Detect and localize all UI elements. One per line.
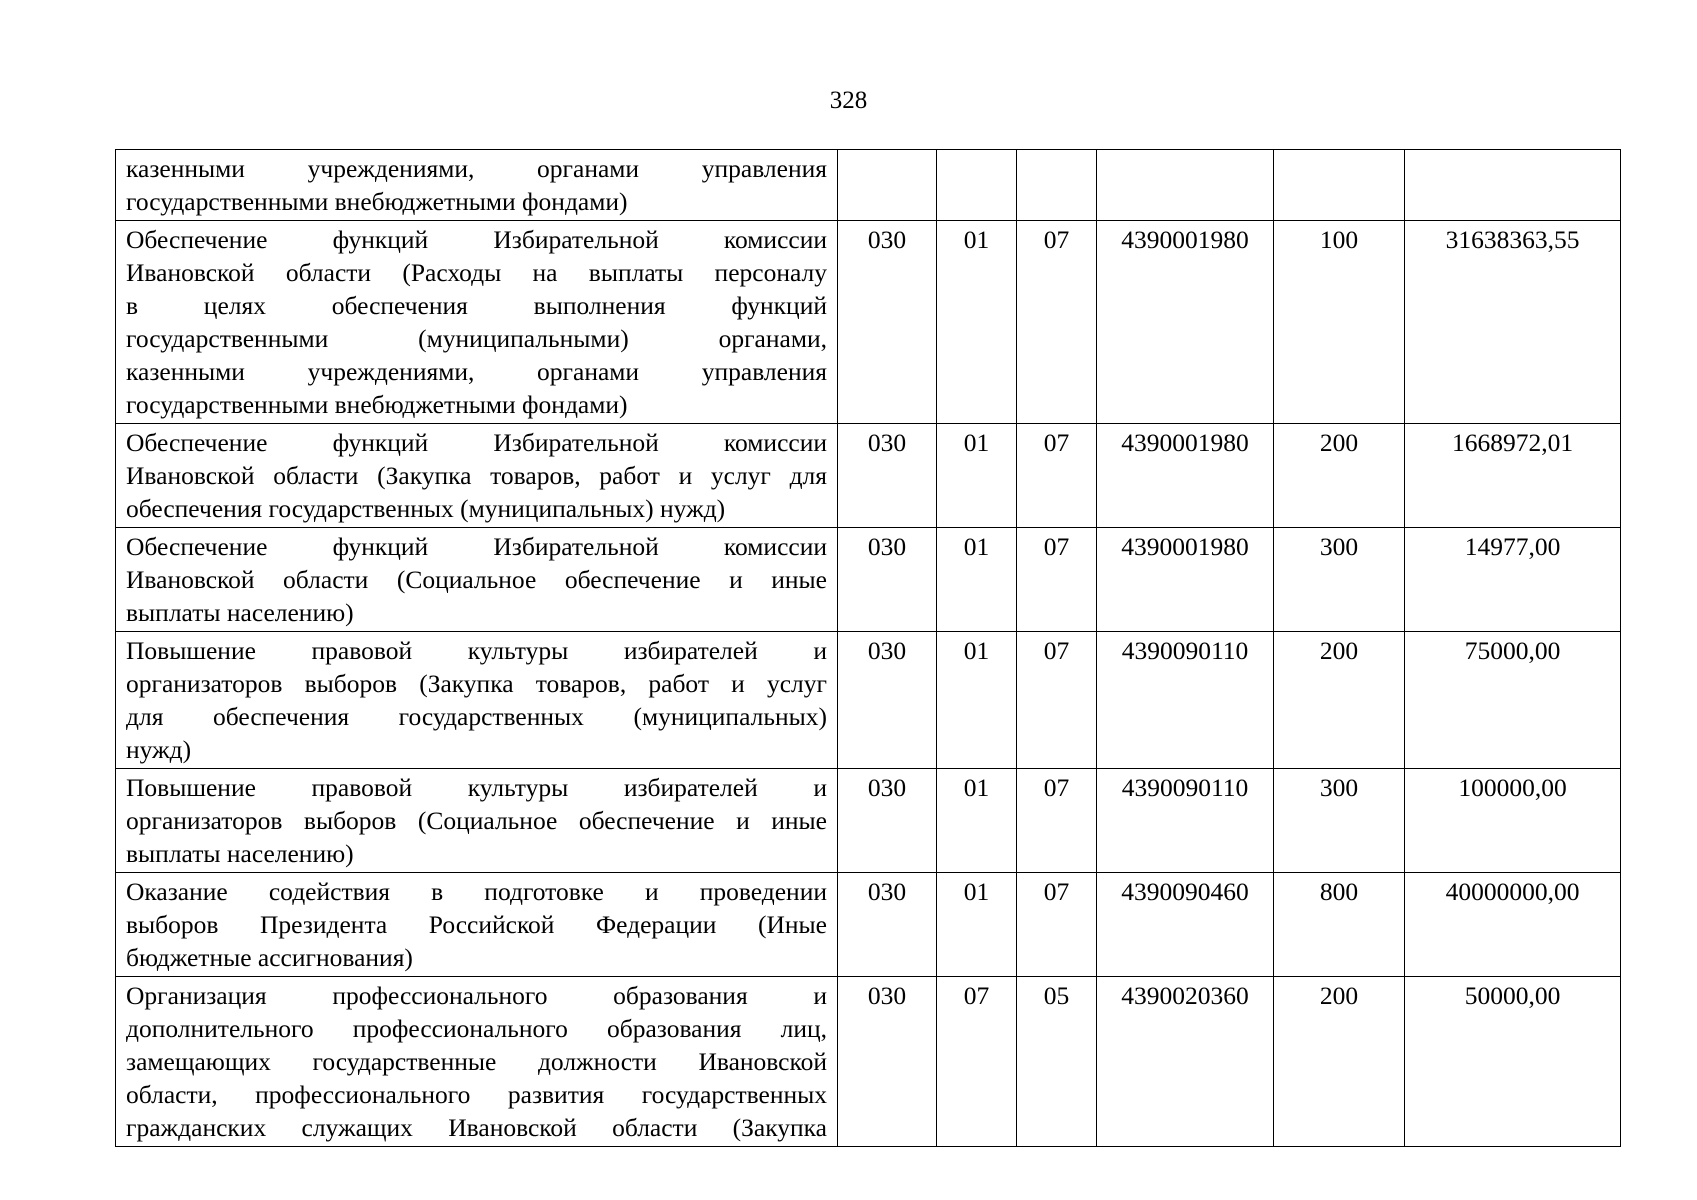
subsection-cell: 07 [1017,221,1097,424]
description-cell [116,632,838,769]
expense-type-cell [1274,150,1405,221]
section-cell: 07 [937,977,1017,1147]
section-cell: 01 [937,769,1017,873]
table-row [116,632,1621,769]
amount-cell: 100000,00 [1405,769,1621,873]
description-line: Обеспечение функций Избирательной комиссии [126,532,827,561]
amount-cell: 31638363,55 [1405,221,1621,424]
description-line: Организация профессионального образования и [126,981,827,1010]
subsection-cell: 07 [1017,424,1097,528]
amount-cell: 50000,00 [1405,977,1621,1147]
subsection-cell: 07 [1017,632,1097,769]
description-line: дополнительного профессионального образования лиц, [126,1014,827,1043]
page-number: 328 [829,87,868,114]
description-line: в целях обеспечения выполнения функций [126,291,827,320]
description-line: Ивановской области (Социальное обеспечение и иные [126,565,827,594]
target-article-cell [1097,150,1274,221]
table-row [116,977,1621,1147]
target-article-cell: 4390090110 [1097,632,1274,769]
target-article-cell: 4390090110 [1097,769,1274,873]
description-line: обеспечения государственных (муниципальных) нужд) [126,494,726,523]
description-line: казенными учреждениями, органами управления [126,154,827,183]
admin-code-cell: 030 [838,632,937,769]
section-cell [937,150,1017,221]
table-row [116,528,1621,632]
amount-cell: 75000,00 [1405,632,1621,769]
expense-type-cell: 200 [1274,424,1405,528]
table-row [116,769,1621,873]
section-cell: 01 [937,424,1017,528]
expense-type-cell: 800 [1274,873,1405,977]
description-line: выплаты населению) [126,598,354,627]
description-line: гражданских служащих Ивановской области (Закупка [126,1113,827,1142]
target-article-cell: 4390090460 [1097,873,1274,977]
expense-type-cell: 100 [1274,221,1405,424]
description-line: Повышение правовой культуры избирателей и [126,636,827,665]
table-body [116,150,1621,1147]
admin-code-cell: 030 [838,528,937,632]
subsection-cell: 07 [1017,873,1097,977]
description-cell [116,769,838,873]
description-line: Обеспечение функций Избирательной комиссии [126,225,827,254]
amount-cell [1405,150,1621,221]
subsection-cell: 07 [1017,528,1097,632]
description-line: государственными внебюджетными фондами) [126,187,628,216]
subsection-cell [1017,150,1097,221]
description-cell [116,221,838,424]
admin-code-cell [838,150,937,221]
amount-cell: 1668972,01 [1405,424,1621,528]
admin-code-cell: 030 [838,873,937,977]
description-line: Обеспечение функций Избирательной комиссии [126,428,827,457]
description-line: выплаты населению) [126,839,354,868]
description-cell [116,873,838,977]
description-line: государственными внебюджетными фондами) [126,390,628,419]
description-line: государственными (муниципальными) органами, [126,324,827,353]
target-article-cell: 4390001980 [1097,528,1274,632]
subsection-cell: 07 [1017,769,1097,873]
description-line: Повышение правовой культуры избирателей и [126,773,827,802]
description-line: Ивановской области (Закупка товаров, работ и услуг для [126,461,827,490]
expense-type-cell: 300 [1274,769,1405,873]
description-line: выборов Президента Российской Федерации (Иные [126,910,827,939]
section-cell: 01 [937,632,1017,769]
expense-type-cell: 200 [1274,632,1405,769]
description-line: организаторов выборов (Закупка товаров, работ и услуг [126,669,827,698]
admin-code-cell: 030 [838,769,937,873]
description-line: Оказание содействия в подготовке и проведении [126,877,827,906]
description-line: организаторов выборов (Социальное обеспечение и иные [126,806,827,835]
section-cell: 01 [937,528,1017,632]
amount-cell: 14977,00 [1405,528,1621,632]
table-row [116,873,1621,977]
admin-code-cell: 030 [838,221,937,424]
table-row [116,150,1621,221]
section-cell: 01 [937,221,1017,424]
amount-cell: 40000000,00 [1405,873,1621,977]
admin-code-cell: 030 [838,977,937,1147]
description-line: замещающих государственные должности Ивановской [126,1047,827,1076]
budget-table [115,149,1621,1147]
target-article-cell: 4390020360 [1097,977,1274,1147]
description-line: Ивановской области (Расходы на выплаты персоналу [126,258,827,287]
description-line: области, профессионального развития государственных [126,1080,827,1109]
description-line: казенными учреждениями, органами управления [126,357,827,386]
description-cell [116,424,838,528]
description-line: нужд) [126,735,192,764]
table-row [116,424,1621,528]
target-article-cell: 4390001980 [1097,221,1274,424]
description-line: бюджетные ассигнования) [126,943,413,972]
subsection-cell: 05 [1017,977,1097,1147]
description-cell [116,150,838,221]
admin-code-cell: 030 [838,424,937,528]
expense-type-cell: 300 [1274,528,1405,632]
description-line: для обеспечения государственных (муниципальных) [126,702,827,731]
description-cell [116,528,838,632]
table-row [116,221,1621,424]
section-cell: 01 [937,873,1017,977]
expense-type-cell: 200 [1274,977,1405,1147]
description-cell [116,977,838,1147]
target-article-cell: 4390001980 [1097,424,1274,528]
